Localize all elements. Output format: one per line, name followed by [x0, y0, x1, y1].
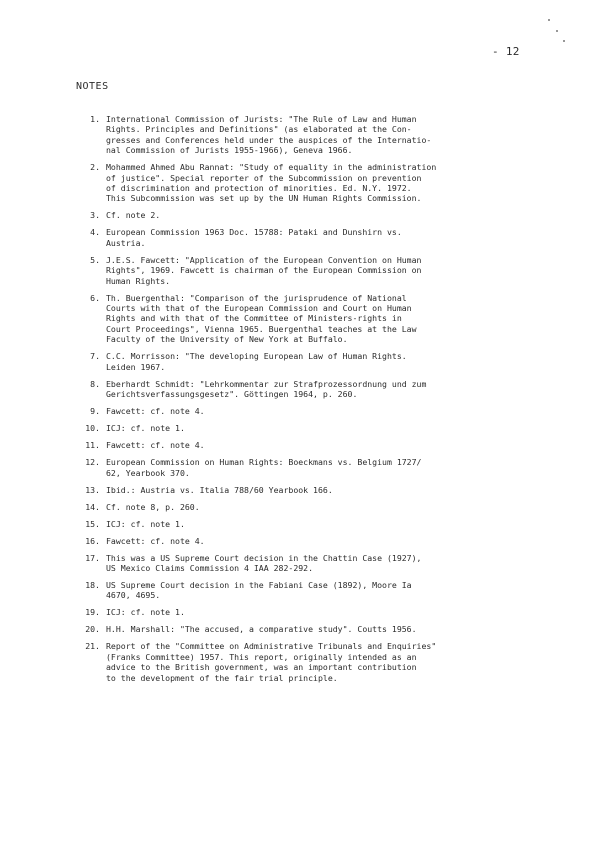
note-number: 17. [85, 552, 100, 563]
note-number: 1. [90, 114, 100, 124]
note-number: 14. [85, 501, 100, 512]
note-number: 13. [85, 484, 100, 495]
note-text-line: Report of the "Committee on Administrative Tribunals and Enquiries" [106, 641, 437, 652]
note-item [76, 162, 506, 204]
note-item [76, 536, 506, 546]
scan-speck [556, 30, 558, 32]
note-text-line: This Subcommission was set up by the UN Human Rights Commission. [106, 193, 422, 204]
note-number: 10. [85, 423, 100, 434]
note-item [76, 553, 506, 574]
note-number: 16. [85, 535, 100, 546]
note-text-line: Ibid.: Austria vs. Italia 788/60 Yearbook 166. [106, 484, 333, 495]
note-text-line: to the development of the fair trial principle. [106, 672, 338, 683]
note-number: 6. [90, 292, 100, 303]
note-item [76, 351, 506, 372]
note-text-line: Fawcett: cf. note 4. [106, 440, 205, 451]
notes-heading: NOTES [76, 81, 109, 92]
note-item [76, 457, 506, 478]
note-text-line: US Mexico Claims Commission 4 IAA 282-292. [106, 562, 314, 573]
note-text-line: ICJ: cf. note 1. [106, 423, 185, 434]
note-number: 8. [90, 378, 100, 389]
page-number: - 12 [492, 45, 520, 58]
note-text-line: Courts with that of the European Commission and Court on Human [106, 303, 412, 314]
note-text-line: US Supreme Court decision in the Fabiani Case (1892), Moore Ia [106, 579, 412, 590]
note-number: 15. [85, 518, 100, 529]
notes-list [76, 114, 506, 690]
scan-speck [563, 40, 565, 42]
note-item [76, 580, 506, 601]
note-number: 5. [90, 254, 100, 265]
note-text-line: 4670, 4695. [106, 590, 161, 601]
note-number: 19. [85, 607, 100, 618]
note-text-line: Court Proceedings", Vienna 1965. Buergenthal teaches at the Law [106, 323, 417, 334]
note-item [76, 502, 506, 512]
note-number: 2. [90, 162, 100, 173]
note-text-line: nal Commission of Jurists 1955-1966), Geneva 1966. [106, 145, 353, 156]
note-number: 20. [85, 624, 100, 635]
note-text-line: gresses and Conferences held under the auspices of the Internatio- [106, 134, 432, 145]
note-item [76, 379, 506, 400]
note-text-line: of justice". Special reporter of the Subcommission on prevention [106, 172, 422, 183]
note-text-line: Rights", 1969. Fawcett is chairman of the European Commission on [106, 265, 422, 276]
note-text-line: ICJ: cf. note 1. [106, 518, 185, 529]
note-text-line: Gerichtsverfassungsgesetz". Göttingen 1964, p. 260. [106, 389, 358, 400]
note-text-line: H.H. Marshall: "The accused, a comparative study". Coutts 1956. [106, 624, 417, 635]
note-text-line: European Commission 1963 Doc. 15788: Pataki and Dunshirn vs. [106, 227, 402, 238]
scan-speck [548, 19, 550, 21]
note-text-line: Th. Buergenthal: "Comparison of the jurisprudence of National [106, 292, 407, 303]
note-item [76, 293, 506, 345]
note-text-line: Rights. Principles and Definitions" (as elaborated at the Con- [106, 124, 412, 135]
note-text-line: International Commission of Jurists: "The Rule of Law and Human [106, 114, 417, 124]
note-text-line: Leiden 1967. [106, 361, 166, 372]
note-text-line: Eberhardt Schmidt: "Lehrkommentar zur Strafprozessordnung und zum [106, 378, 427, 389]
note-text-line: 62, Yearbook 370. [106, 467, 190, 478]
note-text-line: Austria. [106, 237, 146, 248]
note-text-line: advice to the British government, was an important contribution [106, 662, 417, 673]
note-item [76, 641, 506, 683]
note-number: 11. [85, 440, 100, 451]
note-item [76, 624, 506, 634]
note-item [76, 607, 506, 617]
note-item [76, 255, 506, 286]
note-number: 3. [90, 210, 100, 221]
note-text-line: Human Rights. [106, 275, 171, 286]
note-item [76, 227, 506, 248]
note-item [76, 440, 506, 450]
note-number: 21. [85, 641, 100, 652]
note-text-line: Rights and with that of the Committee of Ministers-rights in [106, 313, 402, 324]
note-item [76, 423, 506, 433]
note-text-line: C.C. Morrisson: "The developing European Law of Human Rights. [106, 351, 407, 362]
note-text-line: Faculty of the University of New York at Buffalo. [106, 334, 348, 345]
note-text-line: Cf. note 8, p. 260. [106, 501, 200, 512]
note-text-line: This was a US Supreme Court decision in the Chattin Case (1927), [106, 552, 422, 563]
note-text-line: Fawcett: cf. note 4. [106, 535, 205, 546]
note-item [76, 114, 506, 156]
note-text-line: J.E.S. Fawcett: "Application of the European Convention on Human [106, 254, 422, 265]
note-text-line: Mohammed Ahmed Abu Rannat: "Study of equality in the administration [106, 162, 437, 173]
note-item [76, 485, 506, 495]
note-text-line: European Commission on Human Rights: Boeckmans vs. Belgium 1727/ [106, 457, 422, 468]
note-number: 18. [85, 579, 100, 590]
note-text-line: ICJ: cf. note 1. [106, 607, 185, 618]
note-number: 4. [90, 227, 100, 238]
note-text-line: Cf. note 2. [106, 210, 161, 221]
note-item [76, 210, 506, 220]
note-number: 12. [85, 457, 100, 468]
note-number: 7. [90, 351, 100, 362]
note-text-line: of discrimination and protection of minorities. Ed. N.Y. 1972. [106, 183, 412, 194]
note-text-line: Fawcett: cf. note 4. [106, 406, 205, 417]
note-text-line: (Franks Committee) 1957. This report, originally intended as an [106, 651, 417, 662]
note-item [76, 406, 506, 416]
note-number: 9. [90, 406, 100, 417]
note-item [76, 519, 506, 529]
